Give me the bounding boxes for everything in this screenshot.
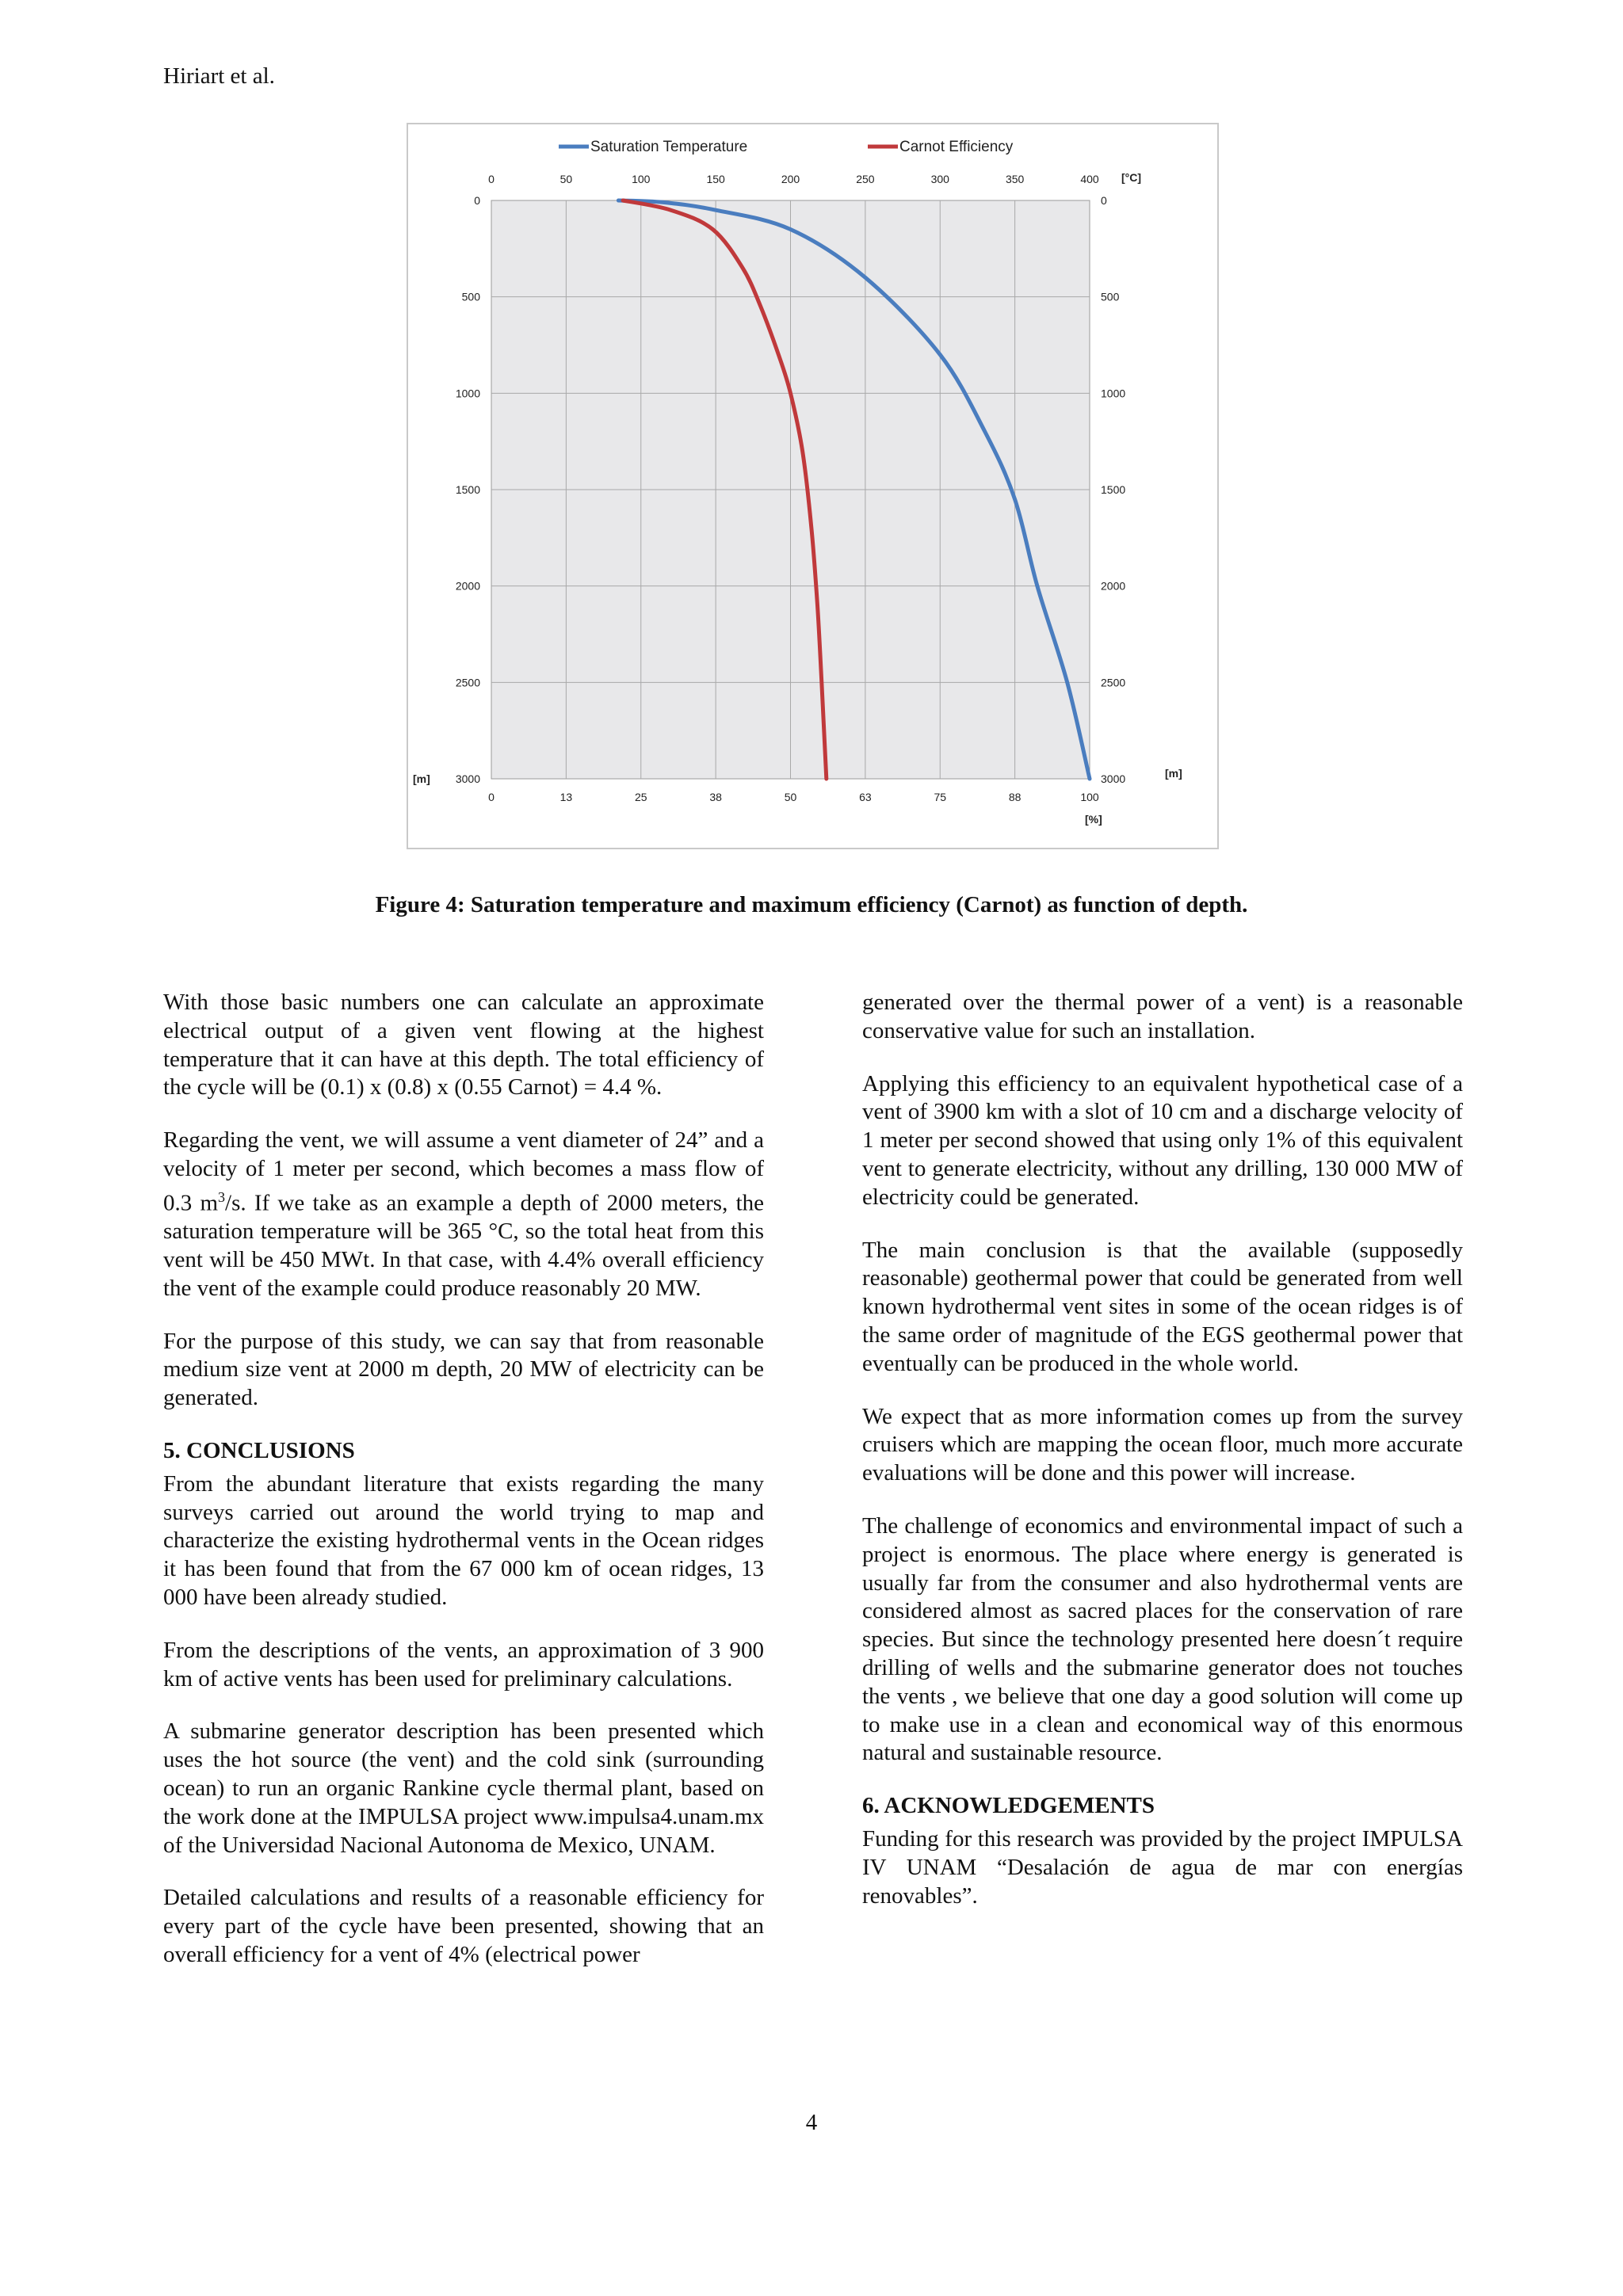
top-tick-label: 200 <box>781 173 800 185</box>
figure-chart <box>407 123 1219 849</box>
superscript: 3 <box>218 1188 226 1205</box>
top-tick-label: 250 <box>856 173 875 185</box>
section-heading-acknowledgements: 6. ACKNOWLEDGEMENTS <box>862 1793 1155 1819</box>
left-tick-label: 2000 <box>455 579 480 593</box>
paragraph: From the abundant literature that exists regarding the many surveys carried out around the world trying to map and characterize the existing hydrothermal vents in the Ocean ridges it has been found that from the 67 000 km of ocean ridges, 13 000 have been already studied. <box>163 1470 764 1610</box>
legend-saturation-temperature-label: Saturation Temperature <box>590 139 748 155</box>
right-axis-unit-label: [m] <box>1165 767 1182 780</box>
paragraph: The main conclusion is that the available (supposedly reasonable) geothermal power that could be generated from well known hydrothermal vent sites in some of the ocean ridges is of the same order of magnitude of the EGS geothermal power that eventually can be produced in the whole world. <box>862 1237 1463 1376</box>
top-tick-label: 350 <box>1005 173 1025 185</box>
page-number: 4 <box>805 2110 818 2135</box>
paragraph: Applying this efficiency to an equivalent hypothetical case of a vent of 3900 km with a slot of 10 cm and a discharge velocity of 1 meter per second showed that using only 1% of this equivalent vent to generate electricity, without any drilling, 130 000 MW of electricity could be generated. <box>862 1070 1463 1210</box>
right-tick-label: 1500 <box>1101 483 1126 496</box>
left-column <box>163 989 764 1994</box>
left-tick-label: 1500 <box>455 483 480 496</box>
depth-chart-svg <box>408 124 1217 848</box>
top-tick-label: 0 <box>488 173 495 185</box>
right-tick-label: 2500 <box>1101 676 1126 689</box>
paragraph: Funding for this research was provided by the project IMPULSA IV UNAM “Desalación de agua de mar con energías renovables”. <box>862 1825 1463 1909</box>
paragraph-mass-flow <box>163 1127 764 1302</box>
legend-carnot-efficiency-label: Carnot Efficiency <box>899 139 1014 155</box>
top-tick-label: 300 <box>930 173 949 185</box>
right-tick-label: 500 <box>1101 290 1120 303</box>
right-tick-label: 3000 <box>1101 772 1126 785</box>
left-axis-unit-label: [m] <box>413 772 430 785</box>
bottom-axis-unit-label: [%] <box>1085 813 1102 826</box>
running-head: Hiriart et al. <box>163 63 275 89</box>
right-column <box>862 989 1463 1935</box>
bottom-tick-label: 75 <box>934 791 947 803</box>
bottom-tick-label: 100 <box>1080 791 1099 803</box>
bottom-tick-label: 13 <box>559 791 573 803</box>
top-tick-label: 50 <box>559 173 573 185</box>
section-heading-conclusions: 5. CONCLUSIONS <box>163 1438 355 1464</box>
left-tick-label: 2500 <box>455 676 480 689</box>
paragraph: For the purpose of this study, we can say that from reasonable medium size vent at 2000 m depth, 20 MW of electricity can be generated. <box>163 1328 764 1411</box>
figure-caption: Figure 4: Saturation temperature and maximum efficiency (Carnot) as function of depth. <box>375 892 1248 917</box>
top-tick-label: 150 <box>706 173 725 185</box>
left-tick-label: 3000 <box>455 772 480 785</box>
right-tick-label: 2000 <box>1101 579 1126 593</box>
bottom-tick-label: 88 <box>1008 791 1022 803</box>
bottom-tick-label: 50 <box>784 791 797 803</box>
text-run: Regarding the vent, we will assume a vent diameter of 24” and a velocity of 1 meter per second, which becomes a mass flow of 0.3 m <box>163 1127 764 1216</box>
right-tick-label: 1000 <box>1101 387 1126 400</box>
text-run: /s. If we take as an example a depth of 2000 meters, the saturation temperature will be 365 °C, so the total heat from this vent will be 450 MWt. In that case, with 4.4% overall efficiency the vent of the example could produce reasonably 20 MW. <box>163 1190 765 1301</box>
paragraph: generated over the thermal power of a vent) is a reasonable conservative value for such an installation. <box>862 990 1463 1043</box>
paragraph: Detailed calculations and results of a reasonable efficiency for every part of the cycle have been presented, showing that an overall efficiency for a vent of 4% (electrical power <box>163 1885 764 1967</box>
left-tick-label: 1000 <box>455 387 480 400</box>
paragraph: A submarine generator description has been presented which uses the hot source (the vent) and the cold sink (surrounding ocean) to run an organic Rankine cycle thermal plant, based on the work done at the IMPULSA project www.impulsa4.unam.mx of the Universidad Nacional Autonoma de Mexico, UNAM. <box>163 1718 764 1858</box>
paragraph: We expect that as more information comes up from the survey cruisers which are mapping the ocean floor, much more accurate evaluations will be done and this power will increase. <box>862 1403 1463 1486</box>
bottom-tick-label: 38 <box>709 791 722 803</box>
left-tick-label: 500 <box>461 290 480 303</box>
top-tick-label: 100 <box>632 173 651 185</box>
left-tick-label: 0 <box>474 194 480 207</box>
paragraph: The challenge of economics and environmental impact of such a project is enormous. The place where energy is generated is usually far from the consumer and also hydrothermal vents are considered almost as sacred places for the conservation of rare species. But since the technology presented here doesn´t require drilling of wells and the submarine generator does not touches the vents , we believe that one day a good solution will come up to make use in a clean and economical way of this enormous natural and sustainable resource. <box>862 1512 1463 1766</box>
right-tick-label: 0 <box>1101 194 1107 207</box>
top-tick-label: 400 <box>1080 173 1099 185</box>
bottom-tick-label: 63 <box>859 791 872 803</box>
paragraph: From the descriptions of the vents, an approximation of 3 900 km of active vents has been used for preliminary calculations. <box>163 1637 764 1691</box>
bottom-tick-label: 0 <box>488 791 495 803</box>
bottom-tick-label: 25 <box>634 791 647 803</box>
paragraph: With those basic numbers one can calculate an approximate electrical output of a given vent flowing at the highest temperature that it can have at this depth. The total efficiency of the cycle will be (0.1) x (0.8) x (0.55 Carnot) = 4.4 %. <box>163 990 764 1100</box>
top-axis-unit-label: [°C] <box>1121 171 1142 184</box>
